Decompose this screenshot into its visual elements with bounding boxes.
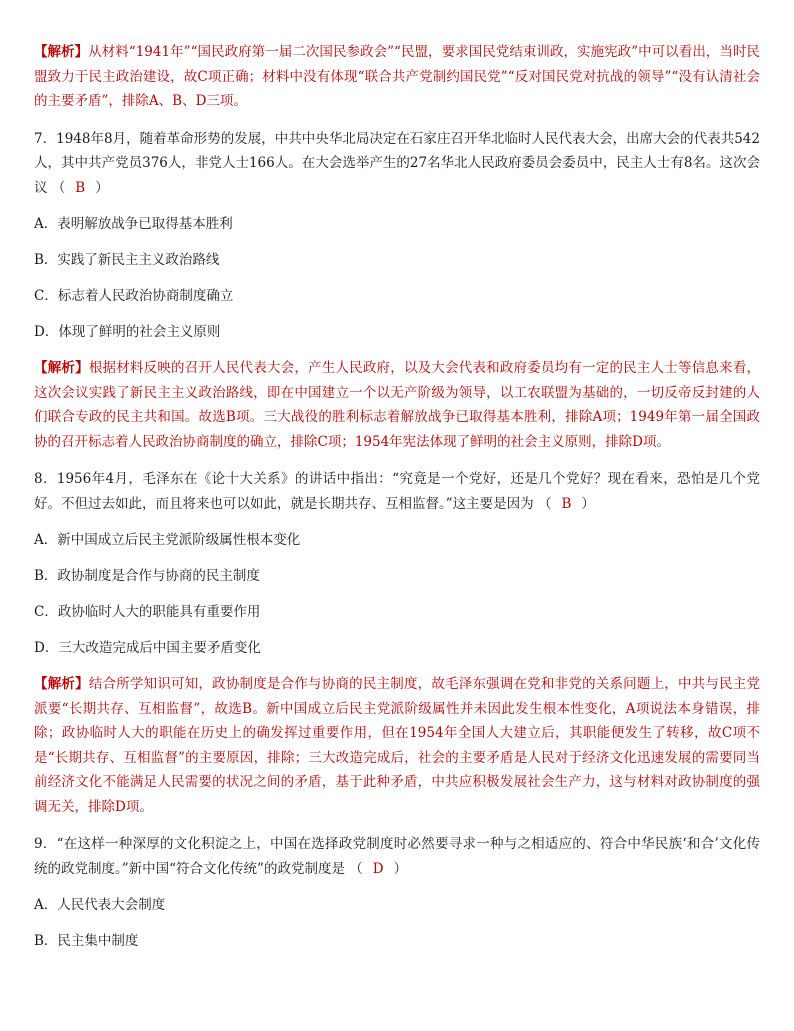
option-d: D．三大改造完成后中国主要矛盾变化: [34, 640, 261, 656]
option-b: B．民主集中制度: [34, 933, 139, 949]
analysis-tag: 【解析】: [34, 360, 89, 376]
answer-letter: B: [561, 495, 572, 512]
question-text: 8．1956年4月，毛泽东在《论十大关系》的讲话中指出：“究竟是一个党好，还是几个党好？现在看来，恐怕是几个党好。不但过去如此，而且将来也可以如此，就是长期共存、互相监督。”这主要是因为 （: [34, 471, 760, 512]
option-b: B．实践了新民主主义政治路线: [34, 252, 220, 268]
question-text: 9．“在这样一种深厚的文化积淀之上，中国在选择政党制度时必然要寻求一种与之相适应的、符合中华民族‘和合’文化传统的政党制度。”新中国“符合文化传统”的政党制度是 （: [34, 836, 760, 877]
question-close: ）: [95, 179, 109, 196]
question-9-stem: [34, 832, 760, 881]
option-b: B．政协制度是合作与协商的民主制度: [34, 568, 260, 584]
analysis-block-q7: [34, 356, 760, 454]
option-a: A．表明解放战争已取得基本胜利: [34, 216, 233, 232]
question-close: ）: [393, 860, 408, 877]
answer-letter: B: [75, 179, 86, 196]
question-8-stem: [34, 467, 760, 516]
analysis-block-q8: [34, 672, 760, 819]
option-c: C．政协临时人大的职能具有重要作用: [34, 604, 261, 620]
analysis-tag: 【解析】: [34, 44, 89, 60]
question-7-stem: [34, 127, 760, 201]
question-text: 7．1948年8月，随着革命形势的发展，中共中央华北局决定在石家庄召开华北临时人民代表大会，出席大会的代表共542人，其中共产党员376人，非党人士166人。在大会选举产生的27名华北人民政府委员会委员中，民主人士有8名。这次会议 （: [34, 130, 760, 196]
option-a: A．人民代表大会制度: [34, 897, 166, 913]
analysis-text: 结合所学知识可知，政协制度是合作与协商的民主制度，故毛泽东强调在党和非党的关系问题上，中共与民主党派要“长期共存、互相监督”，故选B。新中国成立后民主党派阶级属性并未因此发生根本性变化，A项说法本身错误，排除；政协临时人大的职能在历史上的确发挥过重要作用，但在1954年全国人大建立后，其职能便发生了转移，故C项不是“长期共存、互相监督”的主要原因，排除；三大改造完成后，社会的主要矛盾是人民对于经济文化迅速发展的需要同当前经济文化不能满足人民需要的状况之间的矛盾，基于此种矛盾，中共应积极发展社会生产力，这与材料对政协制度的强调无关，排除D项。: [34, 676, 761, 815]
analysis-block-prev: [34, 40, 760, 114]
analysis-text: 从材料“1941年”“国民政府第一届二次国民参政会”“民盟，要求国民党结束训政，实施宪政”中可以看出，当时民盟致力于民主政治建设，故C项正确；材料中没有体现“联合共产党制约国民党”“反对国民党对抗战的领导”“没有认清社会的主要矛盾”，排除A、B、D三项。: [34, 44, 761, 109]
analysis-text: 根据材料反映的召开人民代表大会，产生人民政府，以及大会代表和政府委员均有一定的民主人士等信息来看，这次会议实践了新民主主义政治路线，即在中国建立一个以无产阶级为领导，以工农联盟为基础的，一切反帝反封建的人们联合专政的民主共和国。故选B项。三大战役的胜利标志着解放战争已取得基本胜利，排除A项；1949年第一届全国政协的召开标志着人民政治协商制度的确立，排除C项；1954年宪法体现了鲜明的社会主义原则，排除D项。: [34, 360, 761, 450]
option-a: A．新中国成立后民主党派阶级属性根本变化: [34, 532, 301, 548]
document-page: [34, 40, 760, 953]
question-close: ）: [581, 495, 595, 512]
answer-letter: D: [372, 860, 384, 877]
option-c: C．标志着人民政治协商制度确立: [34, 288, 234, 304]
analysis-tag: 【解析】: [34, 676, 89, 692]
option-d: D．体现了鲜明的社会主义原则: [34, 324, 221, 340]
